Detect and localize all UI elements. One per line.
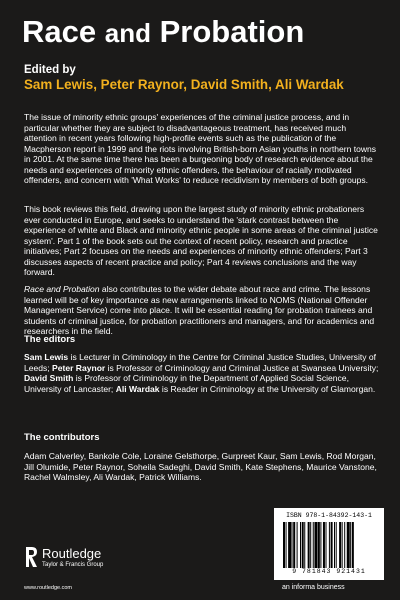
editor-bio-lewis: is Lecturer in Criminology in the Centre for Criminal Justice Studies, University of Leeds; (24, 352, 376, 373)
title-word-race: Race (22, 14, 97, 49)
editor-name-raynor: Peter Raynor (52, 362, 106, 373)
blurb-paragraph-3-text: also contributes to the wider debate about race and crime. The lessons learned will be of key importance as new arrangements linked to NOMS (National Offender Management Service) come into place. It will be essential reading for probation trainees and students of criminal justice, for probation practitioners and managers, and for academics and researchers in the field. (24, 284, 375, 336)
publisher-group: Taylor & Francis Group (42, 562, 104, 568)
blurb-paragraph-3 (24, 284, 380, 337)
publisher-website: www.routledge.com (24, 585, 72, 591)
book-title (22, 14, 304, 50)
editor-name-smith: David Smith (24, 373, 74, 383)
publisher-logo (24, 544, 164, 584)
routledge-logo-icon (24, 546, 38, 568)
editors-names: Sam Lewis, Peter Raynor, David Smith, Ali Wardak (24, 77, 344, 92)
blurb-paragraph-2: This book reviews this field, drawing upon the largest study of minority ethnic probationers ever conducted in Europe, and seeks to understand the 'stark contrast between the experience of white and Black and minority ethnic people in some areas of the criminal justice system'. Part 1 of the book sets out the context of recent policy, research and practice initiatives; Part 2 focuses on the needs and experiences of minority ethnic offenders; Part 3 discusses aspects of recent practice and policy; Part 4 reviews conclusions and the way forward. (24, 204, 378, 277)
editors-heading: The editors (24, 334, 76, 345)
isbn-number: ISBN 978-1-84392-143-1 (286, 512, 372, 519)
barcode-digits: 9 781843 921431 (292, 568, 366, 575)
edited-by-label: Edited by (24, 64, 76, 76)
barcode-icon (282, 522, 376, 568)
isbn-barcode (274, 508, 384, 580)
editor-name-wardak: Ali Wardak (115, 383, 160, 394)
title-word-probation: Probation (159, 14, 305, 49)
editor-bio-smith: is Professor of Criminology in the Department of Applied Social Science, University of Lancaster; (24, 373, 349, 394)
informa-tagline: an informa business (282, 584, 345, 591)
contributors-list: Adam Calverley, Bankole Cole, Loraine Gelsthorpe, Gurpreet Kaur, Sam Lewis, Rod Morgan, Jill Olumide, Peter Raynor, Soheila Sadeghi, David Smith, Kate Stephens, Maurice Vanstone, Rachel Walmsley, Ali Wardak, Patrick Williams. (24, 451, 377, 482)
editors-bio (24, 352, 380, 394)
editor-name-lewis: Sam Lewis (24, 352, 69, 362)
editor-bio-wardak: is Reader in Criminology at the University of Glamorgan. (159, 383, 376, 394)
publisher-name: Routledge (42, 546, 102, 561)
editor-bio-raynor: is Professor of Criminology and Criminal Justice at Swansea University; (105, 362, 379, 373)
title-word-and: and (104, 18, 151, 48)
contributors-heading: The contributors (24, 432, 100, 443)
blurb-paragraph-1: The issue of minority ethnic groups' experiences of the criminal justice process, and in particular whether they are subject to disadvantageous treatment, has received much attention in recent years following high-profile events such as the publication of the Macpherson report in 1999 and the riots involving British-born Asian youths in northern towns in 2001. At the same time there has been a burgeoning body of research evidence about the needs and experiences of minority ethnic offenders, the behaviour of racially motivated offenders, and concern with 'What Works' to reduce recidivism by members of both groups. (24, 112, 377, 185)
book-title-italic: Race and Probation (24, 284, 100, 294)
